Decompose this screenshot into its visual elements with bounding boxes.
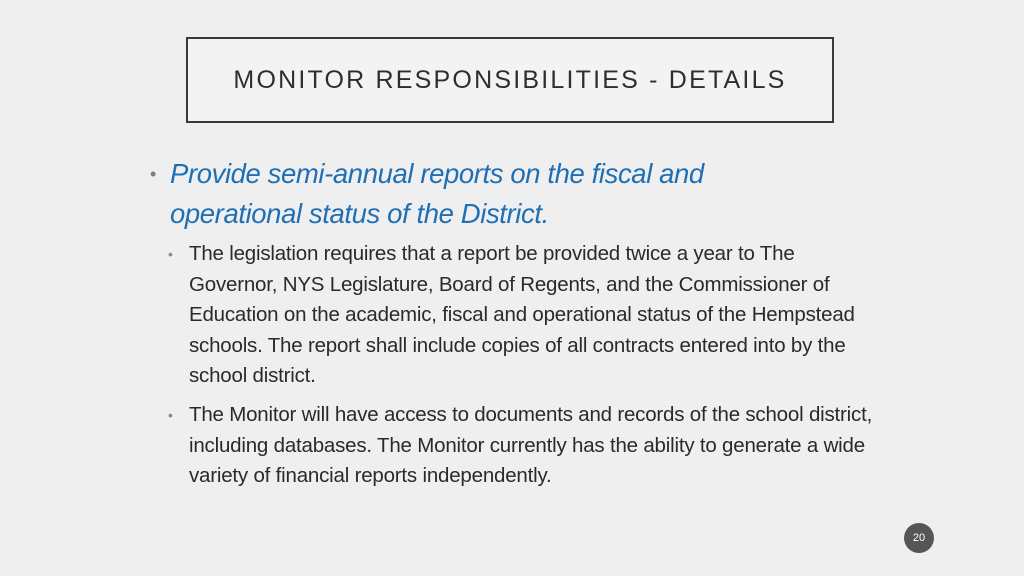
main-bullet-text: Provide semi-annual reports on the fiscal and operational status of the District. (170, 158, 704, 229)
sub-bullet-text: The Monitor will have access to documents and records of the school district, including databases. The Monitor currently has the ability to generate a wide variety of financial reports independently. (189, 402, 873, 488)
slide-content (150, 154, 880, 500)
sub-bullet-list (168, 239, 880, 492)
sub-bullet-2 (168, 400, 880, 492)
bullet-dot-icon: • (168, 406, 173, 423)
slide-title: MONITOR RESPONSIBILITIES - DETAILS (233, 65, 787, 94)
page-number-badge: 20 (904, 523, 934, 553)
main-bullet (150, 154, 880, 234)
slide-title-box (186, 37, 834, 123)
sub-bullet-1 (168, 239, 880, 392)
bullet-dot-icon: • (150, 164, 157, 184)
bullet-dot-icon: • (168, 246, 173, 262)
sub-bullet-text: The legislation requires that a report be provided twice a year to The Governor, NYS Legislature, Board of Regents, and the Commissioner of Education on the academic, fiscal and operational status of the Hempstead schools. The report shall include copies of all contracts entered into by the school district. (189, 242, 855, 388)
